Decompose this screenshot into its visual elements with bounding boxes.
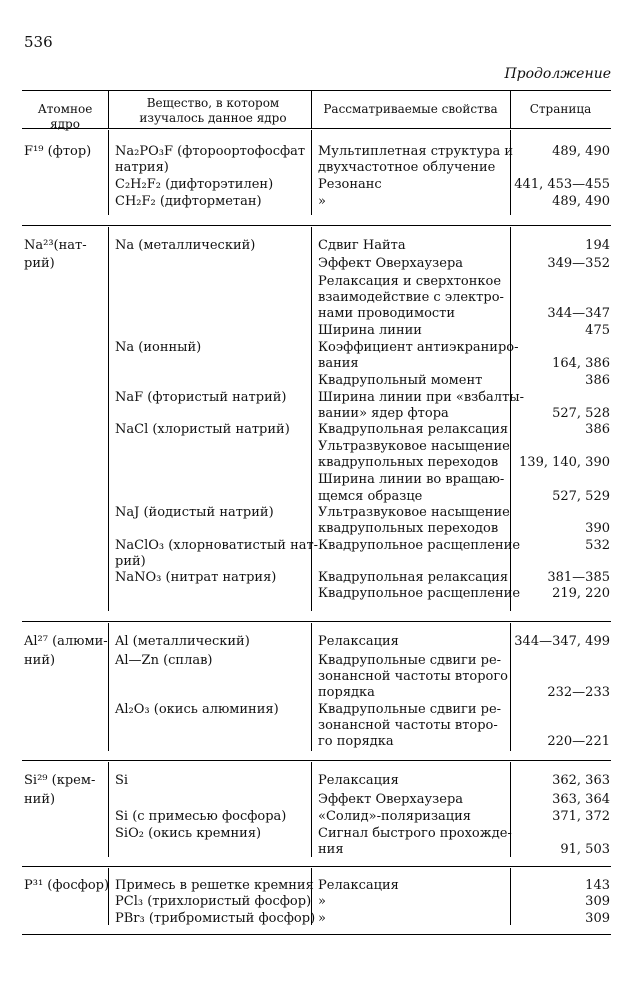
cell-property: Квадрупольная релаксация (318, 570, 509, 585)
group-divider-rule (22, 866, 611, 867)
cell-property: Ультразвуковое насыщение (318, 505, 510, 520)
cell-nucleus: Si²⁹ (крем- (24, 773, 96, 788)
group-divider-rule (22, 621, 611, 622)
cell-property: Резонанс (318, 177, 382, 192)
column-divider (108, 868, 109, 925)
cell-nucleus: Al²⁷ (алюми- (24, 634, 108, 649)
column-divider (311, 868, 312, 925)
cell-property: Квадрупольный момент (318, 373, 483, 388)
cell-property: Квадрупольные сдвиги ре- (318, 653, 502, 668)
cell-property: Релаксация (318, 878, 399, 893)
cell-substance: NaF (фтористый натрий) (115, 390, 287, 405)
cell-nucleus: ний) (24, 792, 56, 807)
column-divider (108, 762, 109, 857)
cell-property: порядка (318, 685, 375, 700)
cell-property: Релаксация (318, 773, 399, 788)
cell-pages: 349—352 (547, 256, 610, 271)
column-divider (510, 130, 511, 215)
cell-property: ния (318, 842, 344, 857)
cell-substance: рий) (115, 554, 146, 569)
column-divider (311, 623, 312, 751)
column-divider (510, 762, 511, 857)
cell-pages: 232—233 (547, 685, 610, 700)
cell-substance: NaCl (хлористый натрий) (115, 422, 290, 437)
cell-pages: 143 (585, 878, 610, 893)
cell-property: Сигнал быстрого прохожде- (318, 826, 512, 841)
cell-substance: Al (металлический) (115, 634, 250, 649)
cell-property: Эффект Оверхаузера (318, 256, 464, 271)
group-divider-rule (22, 760, 611, 761)
cell-pages: 390 (585, 521, 610, 536)
cell-property: Ширина линии во вращаю- (318, 472, 505, 487)
cell-pages: 489, 490 (552, 144, 610, 159)
cell-substance: Примесь в решетке кремния (115, 878, 314, 893)
cell-property: » (318, 194, 326, 209)
cell-property: » (318, 911, 326, 926)
column-divider (311, 762, 312, 857)
cell-pages: 532 (585, 538, 610, 553)
column-divider (108, 227, 109, 611)
cell-property: Ультразвуковое насыщение (318, 439, 510, 454)
cell-substance: Na (металлический) (115, 238, 256, 253)
cell-substance: Si (115, 773, 129, 788)
cell-pages: 386 (585, 422, 610, 437)
group-divider-rule (22, 225, 611, 226)
page-number: 536 (24, 33, 53, 51)
column-divider (108, 130, 109, 215)
cell-property: квадрупольных переходов (318, 521, 499, 536)
cell-property: «Солид»-поляризация (318, 809, 472, 824)
cell-substance: Na₂PO₃F (фтороортофосфат (115, 144, 306, 159)
cell-property: Релаксация и сверхтонкое (318, 274, 502, 289)
cell-pages: 489, 490 (552, 194, 610, 209)
cell-substance: натрия) (115, 160, 169, 175)
cell-property: Релаксация (318, 634, 399, 649)
cell-nucleus: Na²³(нат- (24, 238, 87, 253)
column-divider (510, 623, 511, 751)
cell-substance: C₂H₂F₂ (дифторэтилен) (115, 177, 274, 192)
cell-pages: 441, 453—455 (514, 177, 610, 192)
cell-nucleus: F¹⁹ (фтор) (24, 144, 92, 159)
cell-property: Квадрупольная релаксация (318, 422, 509, 437)
cell-nucleus: P³¹ (фосфор) (24, 878, 110, 893)
column-divider (510, 227, 511, 611)
cell-property: зонансной частоты второ- (318, 718, 498, 733)
cell-pages: 381—385 (547, 570, 610, 585)
cell-substance: PBr₃ (трибромистый фосфор) (115, 911, 316, 926)
cell-pages: 91, 503 (560, 842, 610, 857)
cell-property: Коэффициент антиэкраниро- (318, 340, 519, 355)
cell-pages: 309 (585, 911, 610, 926)
cell-pages: 194 (585, 238, 610, 253)
cell-property: Квадрупольное расщепление (318, 586, 521, 601)
column-divider (510, 868, 511, 925)
cell-property: Квадрупольные сдвиги ре- (318, 702, 502, 717)
cell-substance: Na (ионный) (115, 340, 202, 355)
cell-property: го порядка (318, 734, 394, 749)
cell-substance: Al₂O₃ (окись алюминия) (115, 702, 279, 717)
cell-property: квадрупольных переходов (318, 455, 499, 470)
cell-property: Эффект Оверхаузера (318, 792, 464, 807)
cell-pages: 362, 363 (552, 773, 610, 788)
continuation-label: Продолжение (504, 66, 611, 82)
cell-substance: PCl₃ (трихлористый фосфор) (115, 894, 312, 909)
cell-pages: 363, 364 (552, 792, 610, 807)
cell-pages: 475 (585, 323, 610, 338)
cell-substance: Al—Zn (сплав) (115, 653, 213, 668)
table-top-rule (22, 90, 611, 91)
column-divider (311, 227, 312, 611)
cell-property: Ширина линии при «взбалты- (318, 390, 524, 405)
header-bottom-rule (22, 128, 611, 129)
cell-property: зонансной частоты второго (318, 669, 509, 684)
cell-substance: NaNO₃ (нитрат натрия) (115, 570, 277, 585)
cell-pages: 344—347 (547, 306, 610, 321)
header-page: Страница (529, 102, 592, 116)
header-nucleus: Атомное ядро (37, 102, 93, 131)
cell-pages: 386 (585, 373, 610, 388)
cell-substance: Si (с примесью фосфора) (115, 809, 287, 824)
header-properties: Рассматриваемые свойства (323, 102, 498, 116)
cell-substance: CH₂F₂ (дифторметан) (115, 194, 262, 209)
cell-property: щемся образце (318, 489, 423, 504)
cell-nucleus: рий) (24, 256, 55, 271)
cell-property: двухчастотное облучение (318, 160, 496, 175)
cell-pages: 527, 529 (552, 489, 610, 504)
cell-pages: 309 (585, 894, 610, 909)
cell-substance: NaClO₃ (хлорноватистый нат- (115, 538, 319, 553)
cell-pages: 164, 386 (552, 356, 610, 371)
cell-pages: 527, 528 (552, 406, 610, 421)
cell-property: нами проводимости (318, 306, 456, 321)
cell-pages: 344—347, 499 (514, 634, 610, 649)
header-divider (108, 90, 109, 128)
cell-pages: 139, 140, 390 (519, 455, 610, 470)
column-divider (311, 130, 312, 215)
cell-pages: 220—221 (547, 734, 610, 749)
cell-substance: SiO₂ (окись кремния) (115, 826, 262, 841)
cell-property: взаимодействие с электро- (318, 290, 504, 305)
cell-pages: 219, 220 (552, 586, 610, 601)
cell-nucleus: ний) (24, 653, 56, 668)
cell-property: вания (318, 356, 359, 371)
column-divider (108, 623, 109, 751)
table-bottom-rule (22, 934, 611, 935)
cell-property: вании» ядер фтора (318, 406, 449, 421)
cell-property: Ширина линии (318, 323, 422, 338)
cell-substance: NaJ (йодистый натрий) (115, 505, 274, 520)
cell-property: » (318, 894, 326, 909)
cell-property: Мультиплетная структура и (318, 144, 513, 159)
cell-property: Квадрупольное расщепление (318, 538, 521, 553)
cell-property: Сдвиг Найта (318, 238, 406, 253)
header-substance: Вещество, в котором изучалось данное ядро (139, 96, 287, 125)
cell-pages: 371, 372 (552, 809, 610, 824)
